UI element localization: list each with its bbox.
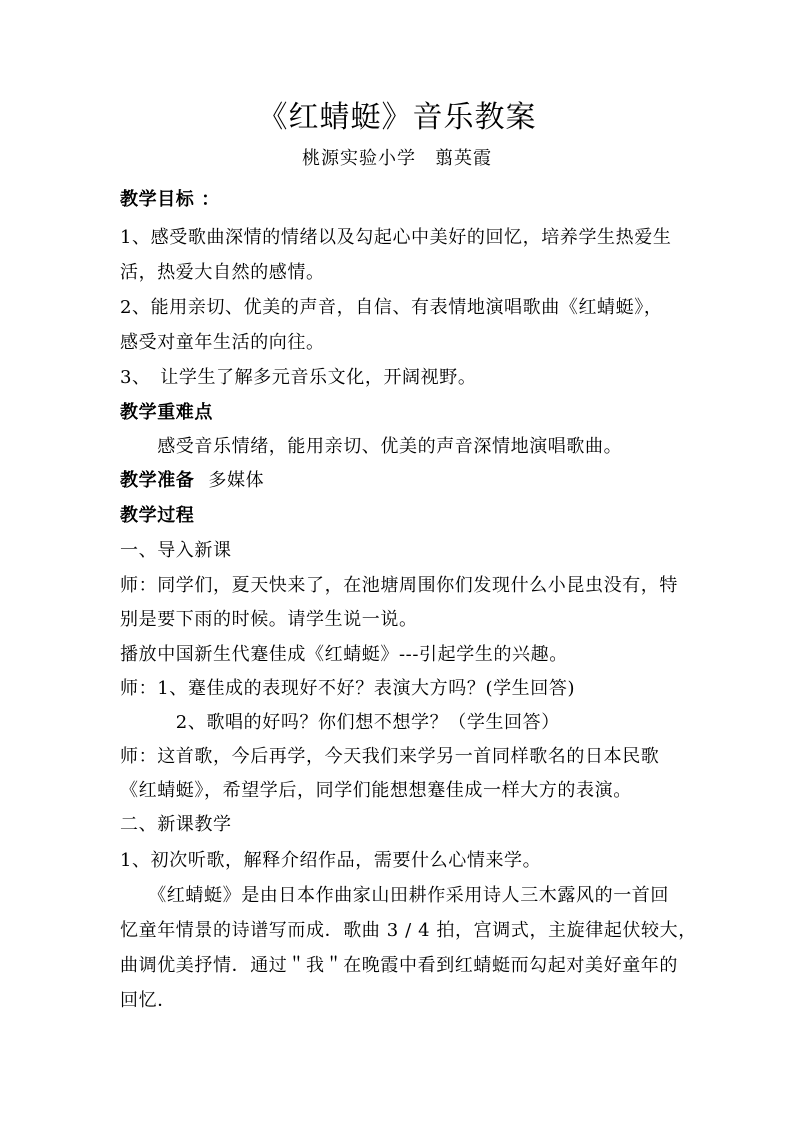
paragraph-line: 感受对童年生活的向往。 <box>120 332 325 353</box>
document-author: 桃源实验小学 翦英霞 <box>302 148 492 169</box>
heading-teaching-goals: 教学目标 ： <box>120 189 220 210</box>
paragraph-line: 3、 让学生了解多元音乐文化，开阔视野。 <box>120 367 477 388</box>
paragraph-line: 播放中国新生代蹇佳成《红蜻蜓》---引起学生的兴趣。 <box>120 644 568 665</box>
heading-teaching-process: 教学过程 <box>120 505 195 526</box>
paragraph-line: 感受音乐情绪，能用亲切、优美的声音深情地演唱歌曲。 <box>120 436 623 457</box>
paragraph-line: 曲调优美抒情．通过＂我＂在晚霞中看到红蜻蜓而勾起对美好童年的 <box>120 955 678 976</box>
paragraph-line: 别是要下雨的时候。请学生说一说。 <box>120 609 418 630</box>
paragraph-line: 回忆． <box>120 990 176 1011</box>
heading-key-points: 教学重难点 <box>120 402 213 423</box>
preparation-value: 多媒体 <box>208 470 265 491</box>
preparation-line <box>120 468 680 494</box>
paragraph-line: 2、能用亲切、优美的声音，自信、有表情地演唱歌曲《红蜻蜓》， <box>120 297 663 318</box>
paragraph-line: 1、初次听歌，解释介绍作品，需要什么心情来学。 <box>120 850 542 871</box>
paragraph-line: 2、歌唱的好吗？你们想不想学？（学生回答） <box>120 712 560 733</box>
section-heading: 一、导入新课 <box>120 540 232 561</box>
document-title: 《红蜻蜓》音乐教案 <box>257 100 537 135</box>
paragraph-line: 忆童年情景的诗谱写而成．歌曲 3 / 4 拍，宫调式，主旋律起伏较大， <box>120 920 697 941</box>
heading-preparation: 教学准备 <box>120 470 195 491</box>
paragraph-line: 师：1、蹇佳成的表现好不好？表演大方吗？(学生回答) <box>120 678 576 699</box>
paragraph-line: 1、感受歌曲深情的情绪以及勾起心中美好的回忆，培养学生热爱生 <box>120 227 672 248</box>
paragraph-line: 活，热爱大自然的感情。 <box>120 262 325 283</box>
section-heading: 二、新课教学 <box>120 814 232 835</box>
paragraph-line: 《红蜻蜓》是由日本作曲家山田耕作采用诗人三木露风的一首回 <box>120 885 669 906</box>
paragraph-line: 师：同学们，夏天快来了，在池塘周围你们发现什么小昆虫没有，特 <box>120 575 678 596</box>
paragraph-line: 师：这首歌，今后再学，今天我们来学另一首同样歌名的日本民歌 <box>120 746 660 767</box>
paragraph-line: 《红蜻蜓》，希望学后，同学们能想想蹇佳成一样大方的表演。 <box>120 780 632 801</box>
